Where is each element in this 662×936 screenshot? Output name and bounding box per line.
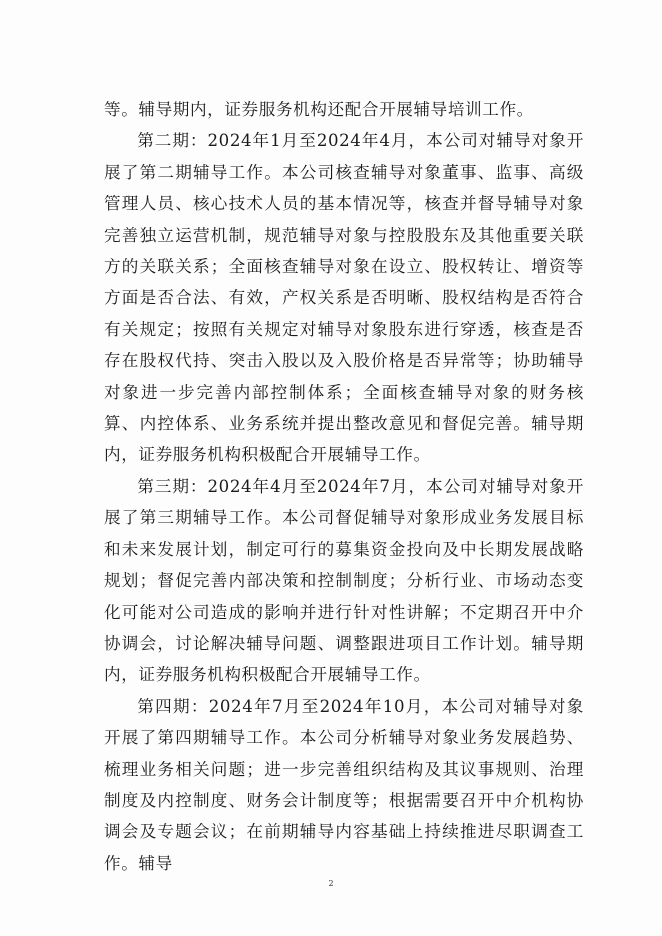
paragraph-phase-two: 第二期：2024年1月至2024年4月，本公司对辅导对象开展了第二期辅导工作。本公司核查辅导对象董事、监事、高级管理人员、核心技术人员的基本情况等，核查并督导辅导对象完善独立运营机制，规范辅导对象与控股股东及其他重要关联方的关联关系；全面核查辅导对象在设立、股权转让、增资等方面是否合法、有效，产权关系是否明晰、股权结构是否符合有关规定；按照有关规定对辅导对象股东进行穿透，核查是否存在股权代持、突击入股以及入股价格是否异常等；协助辅导对象进一步完善内部控制体系；全面核查辅导对象的财务核算、内控体系、业务系统并提出整改意见和督促完善。辅导期内，证券服务机构积极配合开展辅导工作。 [104,131,584,465]
page-number: 2 [328,879,334,888]
paragraph-phase-three: 第三期：2024年4月至2024年7月，本公司对辅导对象开展了第三期辅导工作。本公司督促辅导对象形成业务发展目标和未来发展计划，制定可行的募集资金投向及中长期发展战略规划；督促完善内部决策和控制制度；分析行业、市场动态变化可能对公司造成的影响并进行针对性讲解；不定期召开中介协调会，讨论解决辅导问题、调整跟进项目工作计划。辅导期内，证券服务机构积极配合开展辅导工作。 [104,476,584,685]
paragraph-continuation: 等。辅导期内，证券服务机构还配合开展辅导培训工作。 [104,100,534,119]
paragraph-phase-four: 第四期：2024年7月至2024年10月，本公司对辅导对象开展了第四期辅导工作。本公司分析辅导对象业务发展趋势、梳理业务相关问题；进一步完善组织结构及其议事规则、治理制度及内控制度、财务会计制度等；根据需要召开中介机构协调会及专题会议；在前期辅导内容基础上持续推进尽职调查工作。辅导 [104,696,584,873]
document-body [104,94,584,879]
